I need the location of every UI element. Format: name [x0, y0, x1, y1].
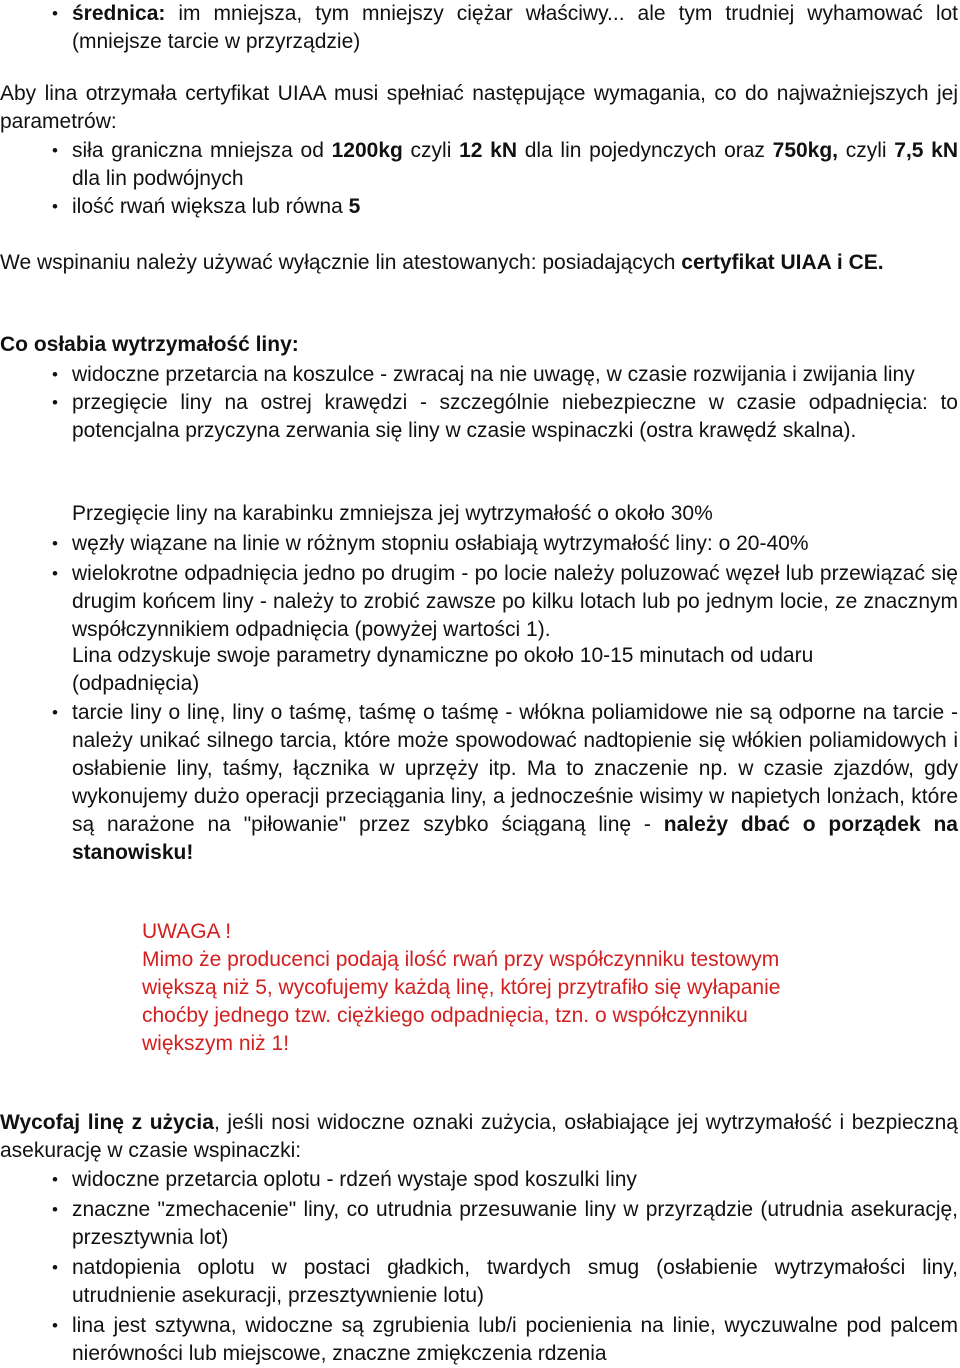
warning-title: UWAGA !: [142, 920, 232, 943]
req2-text: ilość rwań większa lub równa: [72, 195, 349, 218]
weakening-item-5-bold: należy dbać o porządek na stanowisku!: [72, 813, 958, 864]
uiaa-intro: Aby lina otrzymała certyfikat UIAA musi spełniać następujące wymagania, co do najważniejszych jej parametrów:: [0, 82, 958, 133]
warning-block: [142, 918, 782, 1058]
withdraw-item-2: • znaczne "zmechacenie" liny, co utrudnia przesuwanie liny w przyrządzie (utrudnia asekurację, przesztywnia lot): [0, 1196, 958, 1252]
weakening-item-4: • wielokrotne odpadnięcia jedno po drugim - po locie należy poluzować węzeł lub przewiązać się drugim końcem liny - należy to zrobić zawsze po kilku lotach lub po jednym locie, ze znacznym współczynnikiem odpadnięcia (powyżej wartości 1).: [0, 560, 958, 644]
withdraw-text: , jeśli nosi widoczne oznaki zużycia, osłabiające jej wytrzymałość i bezpieczną asekurację w czasie wspinaczki:: [0, 1111, 958, 1162]
certified-text: We wspinaniu należy używać wyłącznie lin atestowanych: posiadających: [0, 251, 682, 274]
list-item-srednica: [0, 0, 958, 56]
weakening-item-1: • widoczne przetarcia na koszulce - zwracaj na nie uwagę, w czasie rozwijania i zwijania liny: [0, 361, 958, 389]
withdraw-item-3: • natdopienia oplotu w postaci gładkich, twardych smug (osłabienie wytrzymałości liny, utrudnienie asekuracji, przesztywnienie lotu): [0, 1254, 958, 1310]
weakening-note-2: Przegięcie liny na karabinku zmniejsza jej wytrzymałość o około 30%: [72, 502, 713, 525]
req1-value-750kg: 750kg,: [772, 139, 839, 162]
withdraw-paragraph: [0, 1109, 958, 1165]
req1-text-4: czyli: [838, 139, 895, 162]
req1-value-1200kg: 1200kg: [331, 139, 403, 162]
weakening-heading: [0, 331, 958, 359]
req1-text-1: siła graniczna mniejsza od: [72, 139, 332, 162]
weakening-item-2: • przegięcie liny na ostrej krawędzi - szczególnie niebezpieczne w czasie odpadnięcia: to potencjalna przyczyna zerwania się liny w czasie wspinaczki (ostra krawędź skalna).: [0, 389, 958, 445]
uiaa-requirements-list: [0, 137, 958, 221]
weakening-item-5-text: tarcie liny o linę, liny o taśmę, taśmę o taśmę - włókna poliamidowe nie są odporne na tarcie - należy unikać silnego tarcia, które może spowodować nadtopienie się włókien poliamidowych i osłabienie liny, taśmy, łącznika w uprzęży itp. Ma to znaczenie np. w czasie zjazdów, gdy wykonujemy dużo operacji przeciągania liny, a jednocześnie wisimy w napietych lonżach, które są narażone na "piłowanie" przez szybko ściąganą linę -: [72, 701, 958, 836]
req1-text-2: czyli: [402, 139, 460, 162]
requirement-force: [0, 137, 958, 193]
withdraw-list: [0, 1166, 958, 1368]
weakening-note-4: Lina odzyskuje swoje parametry dynamiczne po około 10-15 minutach od udaru (odpadnięcia): [72, 644, 814, 695]
requirement-falls: [0, 193, 958, 221]
warning-text: Mimo że producenci podają ilość rwań przy współczynniku testowym większą niż 5, wycofujemy każdą linę, której przytrafiło się wyłapanie choćby jednego tzw. ciężkiego odpadnięcia, tzn. o współczynniku większym niż 1!: [142, 948, 781, 1055]
weakening-list-b: [0, 530, 958, 644]
withdraw-item-4: • lina jest sztywna, widoczne są zgrubienia lub/i pocienienia na linie, wyczuwalne pod palcem nierówności lub miejscowe, znaczne zmiękczenia rdzenia: [0, 1312, 958, 1368]
certified-bold: certyfikat UIAA i CE.: [681, 251, 884, 274]
weakening-item-3: • węzły wiązane na linie w różnym stopniu osłabiają wytrzymałość liny: o 20-40%: [0, 530, 958, 558]
srednica-text: im mniejsza, tym mniejszy ciężar właściwy... ale tym trudniej wyhamować lot (mniejsze tarcie w przyrządzie): [72, 2, 958, 53]
withdraw-item-1: • widoczne przetarcia oplotu - rdzeń wystaje spod koszulki liny: [0, 1166, 958, 1194]
weakening-item-5: [0, 699, 958, 867]
req1-text-5: dla lin podwójnych: [72, 167, 244, 190]
weakening-heading-text: Co osłabia wytrzymałość liny:: [0, 333, 299, 356]
weakening-list-a: [0, 361, 958, 445]
weakening-list-c: [0, 699, 958, 867]
req1-value-12kn: 12 kN: [459, 139, 517, 162]
certified-paragraph: [0, 249, 958, 277]
withdraw-bold: Wycofaj linę z użycia: [0, 1111, 214, 1134]
req1-text-3: dla lin pojedynczych oraz: [517, 139, 773, 162]
req1-value-7-5kn: 7,5 kN: [894, 139, 959, 162]
req2-value-5: 5: [348, 195, 361, 218]
intro-list: [0, 0, 958, 56]
term-srednica: średnica:: [72, 2, 166, 25]
